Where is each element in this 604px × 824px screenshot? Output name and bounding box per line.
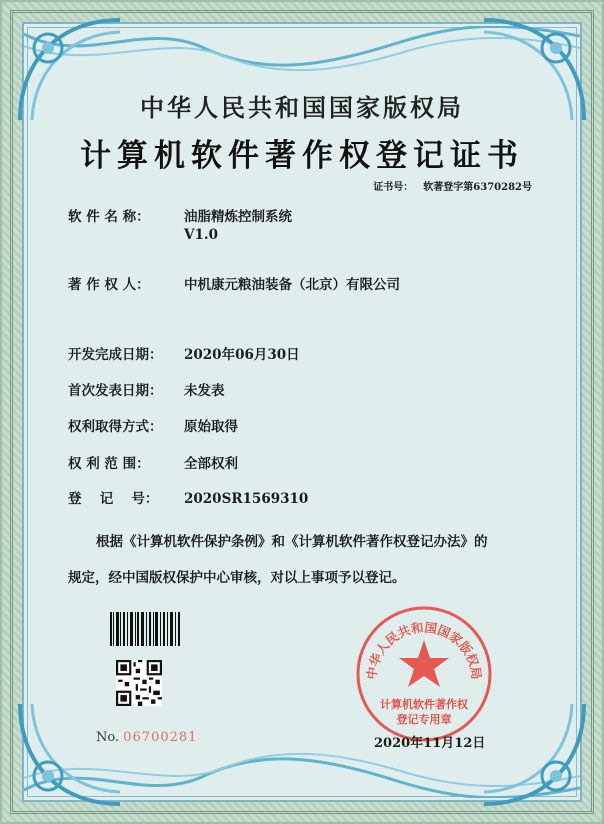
corner-ornament-bottom-left	[10, 694, 130, 814]
certificate-number-value: 软著登字第6370282号	[423, 182, 532, 193]
field-copyright-owner	[68, 276, 400, 294]
acquisition-method-value: 原始取得	[184, 419, 238, 435]
software-name-value: 油脂精炼控制系统	[184, 209, 292, 225]
seal-inner-line-1: 计算机软件著作权	[380, 698, 468, 711]
first-publication-date-label: 首次发表日期：	[68, 383, 163, 399]
software-name-label: 软 件 名 称：	[68, 209, 150, 225]
serial-value: 06700281	[123, 730, 198, 745]
field-rights-scope	[68, 455, 238, 473]
seal-inner-line-2: 登记专用章	[396, 713, 452, 726]
issue-date: 2020年11月12日	[374, 736, 486, 751]
registration-number-value: 2020SR1569310	[184, 491, 309, 507]
seal-star-icon	[399, 640, 449, 687]
completion-date-value: 2020年06月30日	[184, 347, 300, 363]
completion-date-label: 开发完成日期：	[68, 347, 163, 363]
rights-scope-label: 权 利 范 围：	[68, 456, 150, 472]
field-acquisition-method	[68, 418, 238, 436]
barcode	[110, 612, 180, 646]
certificate-number-label: 证书号：	[373, 182, 414, 193]
qr-code	[116, 660, 162, 706]
statement-line-2: 规定，经中国版权保护中心审核，对以上事项予以登记。	[68, 570, 406, 586]
certificate-serial-number	[96, 730, 197, 745]
issuing-authority-title: 中华人民共和国国家版权局	[140, 93, 464, 122]
statement-line-1: 根据《计算机软件保护条例》和《计算机软件著作权登记办法》的	[96, 534, 488, 550]
field-software-name	[68, 208, 292, 244]
copyright-owner-label: 著 作 权 人：	[68, 277, 150, 293]
copyright-owner-value: 中机康元粮油装备（北京）有限公司	[184, 277, 400, 293]
rights-scope-value: 全部权利	[184, 456, 238, 472]
serial-label: No.	[96, 730, 120, 745]
certificate-number	[373, 178, 532, 193]
seal-outer-text: 中华人民共和国国家版权局	[363, 619, 485, 681]
software-version-value: V1.0	[184, 227, 218, 243]
certificate-title: 计算机软件著作权登记证书	[80, 138, 524, 174]
field-first-publication-date	[68, 382, 225, 400]
first-publication-date-value: 未发表	[184, 383, 225, 399]
registration-number-label: 登 记 号：	[68, 491, 159, 507]
field-registration-number	[68, 490, 308, 508]
field-completion-date	[68, 346, 300, 364]
acquisition-method-label: 权利取得方式：	[68, 419, 163, 435]
official-red-seal	[354, 604, 494, 744]
registration-statement	[68, 524, 548, 596]
